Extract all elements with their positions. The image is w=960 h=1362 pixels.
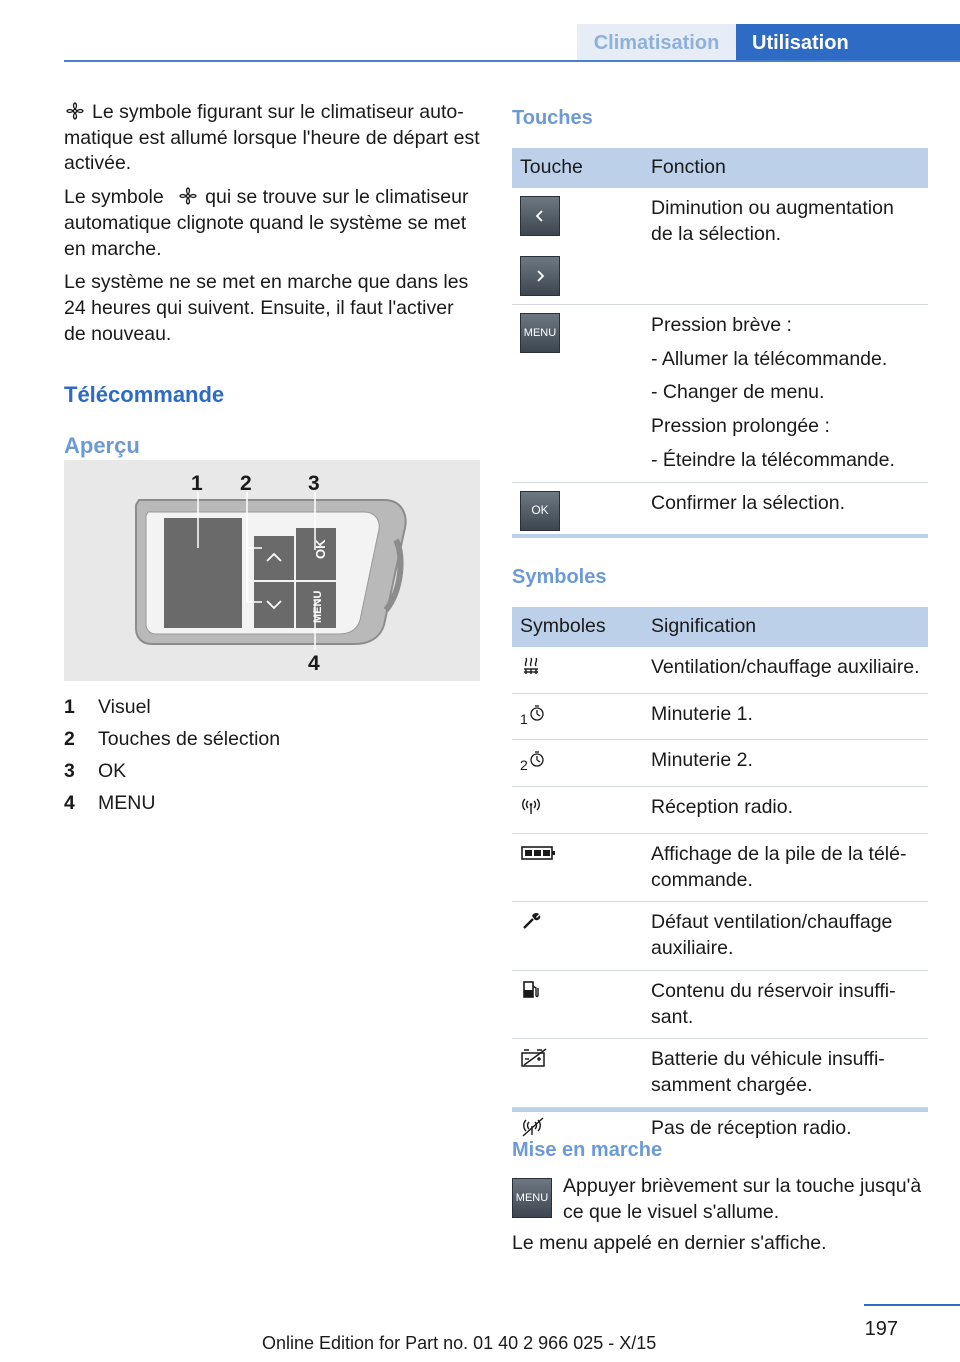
- startup-section-title: Mise en marche: [512, 1139, 663, 1161]
- table-row: [512, 188, 928, 305]
- no-reception-icon: [520, 1116, 546, 1138]
- figure-label-3: 3: [308, 472, 320, 495]
- ok-key-icon: OK: [520, 491, 560, 531]
- page-number: 197: [864, 1318, 898, 1340]
- footer-rule: [864, 1304, 960, 1306]
- chevron-right-icon: [520, 256, 560, 296]
- symbols-table-end-rule: [512, 1108, 928, 1112]
- wrench-icon: [520, 910, 542, 932]
- symbols-table-header: [512, 607, 928, 647]
- symbols-section-title: Symboles: [512, 566, 607, 588]
- section-heading-telecommande: Télécommande: [64, 381, 225, 407]
- table-row: [512, 482, 928, 539]
- legend-item: 4 MENU: [64, 792, 156, 815]
- paragraph-3: Le système ne se met en marche que dans les 24 heures qui suivent. Ensuite, il faut l'activer de nouveau.: [64, 271, 469, 345]
- table-row: Pas de réception radio.: [512, 1107, 928, 1153]
- col-header-touche: Touche: [512, 148, 643, 188]
- menu-key-icon: MENU: [520, 313, 560, 353]
- keys-table: [512, 148, 928, 539]
- header-rule: [64, 60, 960, 62]
- vehicle-battery-icon: [520, 1047, 548, 1069]
- keys-table-header: [512, 148, 928, 188]
- table-row: Ventilation/chauffage auxiliaire.: [512, 647, 928, 693]
- table-row: Défaut ventilation/chauffage auxiliaire.: [512, 902, 928, 970]
- figure-label-1: 1: [191, 472, 203, 495]
- radio-reception-icon: [520, 795, 542, 817]
- symbols-table: [512, 607, 928, 1154]
- table-row: 2 Minuterie 2.: [512, 740, 928, 787]
- battery-icon: [520, 842, 556, 864]
- col-header-symboles: Symboles: [512, 607, 643, 647]
- left-column: [64, 100, 480, 460]
- remote-key-figure: [64, 460, 480, 681]
- fuel-pump-icon: [520, 979, 542, 1001]
- heater-vent-icon: [520, 655, 542, 677]
- header-tab-utilisation[interactable]: Utilisation: [736, 24, 960, 62]
- timer-icon: [528, 748, 546, 770]
- table-row: Contenu du réservoir insuffisant.: [512, 970, 928, 1038]
- col-header-signification: Signification: [643, 607, 928, 647]
- header-tab-climatisation[interactable]: Climatisation: [577, 24, 736, 62]
- startup-instruction: Appuyer brièvement sur la touche jusqu'à ce que le visuel s'allume.: [563, 1175, 922, 1223]
- table-row: Batterie du véhicule insuffisamment chargée.: [512, 1039, 928, 1107]
- timer-icon: [528, 702, 546, 724]
- keys-table-end-rule: [512, 534, 928, 538]
- figure-label-2: 2: [240, 472, 252, 495]
- paragraph-2: Le symbole qui se trouve sur le climatiseur automatique clignote quand le système se met en marche.: [64, 186, 469, 260]
- fan-icon: [66, 102, 84, 120]
- legend-item: 1 Visuel: [64, 696, 151, 719]
- legend-item: 3 OK: [64, 760, 127, 783]
- table-row: [512, 305, 928, 483]
- figure-label-4: 4: [308, 652, 320, 675]
- figure-legend: [64, 692, 480, 820]
- fan-icon: [179, 187, 197, 205]
- remote-key-illustration: [64, 460, 480, 681]
- table-row: Réception radio.: [512, 787, 928, 834]
- subheading-apercu: Aperçu: [64, 432, 140, 458]
- keys-row-2-text: Pression brève : - Allumer la télécommande. - Changer de menu. Pression prolongée : - Éteindre la télécommande.: [643, 305, 928, 483]
- chevron-left-icon: [520, 196, 560, 236]
- legend-item: 2 Touches de sélection: [64, 728, 281, 751]
- startup-note: Le menu appelé en dernier s'affiche.: [512, 1232, 827, 1254]
- col-header-fonction: Fonction: [643, 148, 928, 188]
- figure-menu-label: MENU: [312, 590, 324, 623]
- figure-ok-label: OK: [313, 539, 328, 559]
- menu-key-icon: MENU: [512, 1178, 552, 1218]
- table-row: 1 Minuterie 1.: [512, 693, 928, 740]
- table-row: Affichage de la pile de la télécommande.: [512, 833, 928, 901]
- paragraph-1: Le symbole figurant sur le climatiseur automatique est allumé lorsque l'heure de départ est activée.: [64, 101, 480, 175]
- keys-row-3-text: Confirmer la sélection.: [651, 491, 845, 514]
- edition-note: Online Edition for Part no. 01 40 2 966 025 - X/15: [262, 1333, 657, 1353]
- keys-row-1-text: Diminution ou augmentation de la sélection.: [643, 188, 928, 305]
- keys-section-title: Touches: [512, 107, 593, 129]
